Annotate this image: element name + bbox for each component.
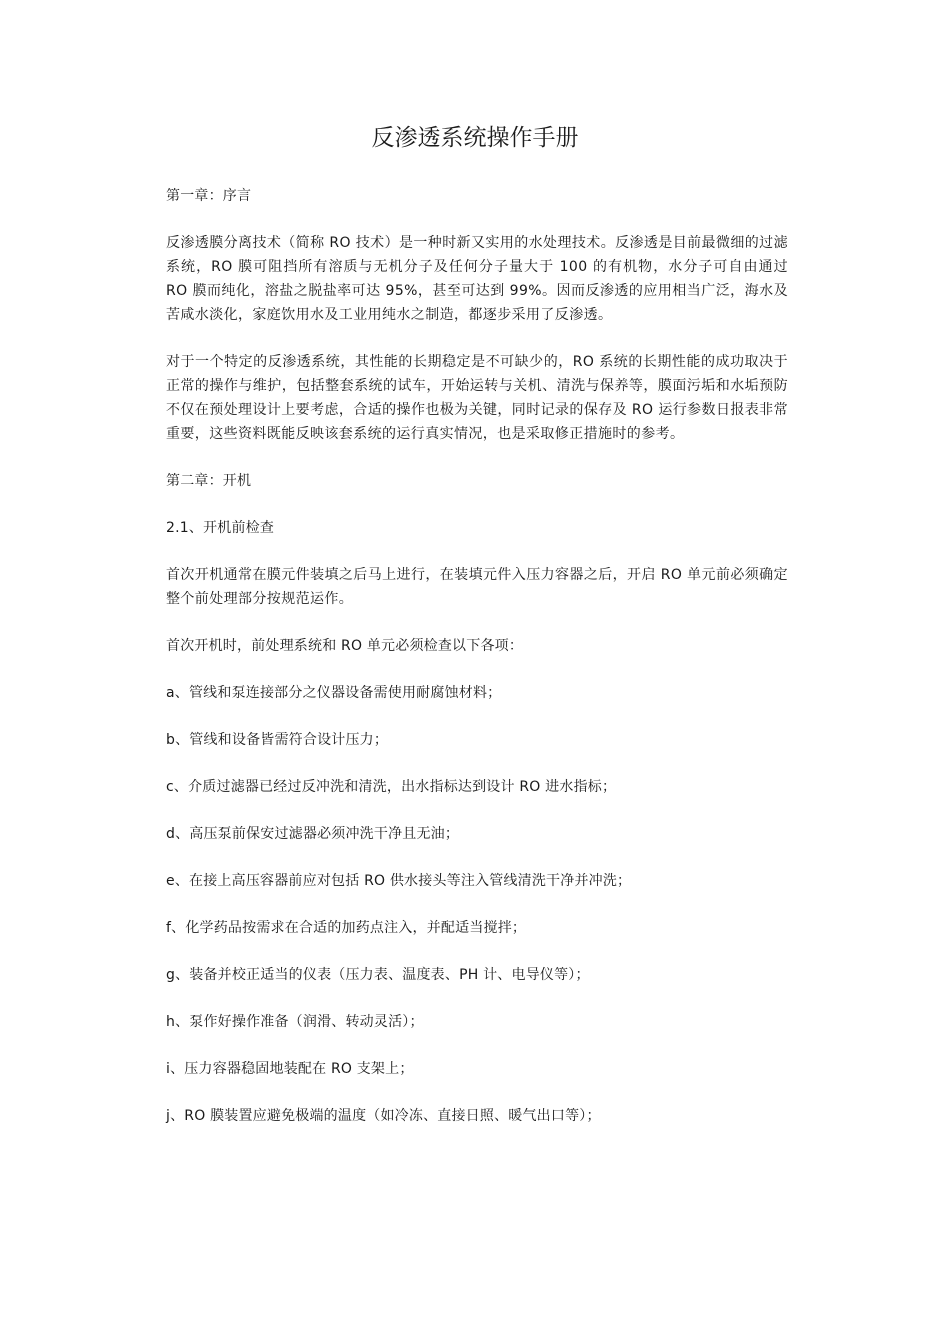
checklist-item: f、化学药品按需求在合适的加药点注入，并配适当搅拌； xyxy=(166,920,527,936)
document-title: 反渗透系统操作手册 xyxy=(371,125,579,151)
chapter-2-heading: 第二章：开机 xyxy=(166,473,252,489)
checklist-item: c、介质过滤器已经过反冲洗和清洗，出水指标达到设计 RO 进水指标； xyxy=(166,779,617,795)
checklist-item: e、在接上高压容器前应对包括 RO 供水接头等注入管线清洗干净并冲洗； xyxy=(166,873,632,889)
checklist-item: a、管线和泵连接部分之仪器设备需使用耐腐蚀材料； xyxy=(166,685,502,701)
intro-paragraph-2: 对于一个特定的反渗透系统，其性能的长期稳定是不可缺少的，RO 系统的长期性能的成功取决于正常的操作与维护，包括整套系统的试车，开始运转与关机、清洗与保养等，膜面污垢和水垢预防不仅在预处理设计上要考虑，合适的操作也极为关键，同时记录的保存及 RO 运行参数日报表非常重要，这些资料既能反映该套系统的运行真实情况，也是采取修正措施时的参考。 xyxy=(166,354,788,442)
checklist-item: g、装备并校正适当的仪表（压力表、温度表、PH 计、电导仪等）； xyxy=(166,967,590,983)
section-2-1-paragraph-2: 首次开机时，前处理系统和 RO 单元必须检查以下各项： xyxy=(166,638,524,654)
chapter-1-heading: 第一章：序言 xyxy=(166,188,252,204)
checklist-item: b、管线和设备皆需符合设计压力； xyxy=(166,732,389,748)
checklist-item: i、压力容器稳固地装配在 RO 支架上； xyxy=(166,1061,414,1077)
checklist-item: d、高压泵前保安过滤器必须冲洗干净且无油； xyxy=(166,826,460,842)
intro-paragraph-1: 反渗透膜分离技术（简称 RO 技术）是一种时新又实用的水处理技术。反渗透是目前最微细的过滤系统，RO 膜可阻挡所有溶质与无机分子及任何分子量大于 100 的有机物，水分子可自由通过 RO 膜而纯化，溶盐之脱盐率可达 95%，甚至可达到 99%。因而反渗透的应用相当广泛，海水及苦咸水淡化，家庭饮用水及工业用纯水之制造，都逐步采用了反渗透。 xyxy=(166,235,788,323)
section-2-1-paragraph-1: 首次开机通常在膜元件装填之后马上进行，在装填元件入压力容器之后，开启 RO 单元前必须确定整个前处理部分按规范运作。 xyxy=(166,567,788,607)
checklist-item: j、RO 膜装置应避免极端的温度（如冷冻、直接日照、暖气出口等）； xyxy=(166,1108,601,1124)
document-body xyxy=(166,184,788,1128)
checklist-item: h、泵作好操作准备（润滑、转动灵活）； xyxy=(166,1014,424,1030)
section-2-1-heading: 2.1、开机前检查 xyxy=(166,520,275,536)
